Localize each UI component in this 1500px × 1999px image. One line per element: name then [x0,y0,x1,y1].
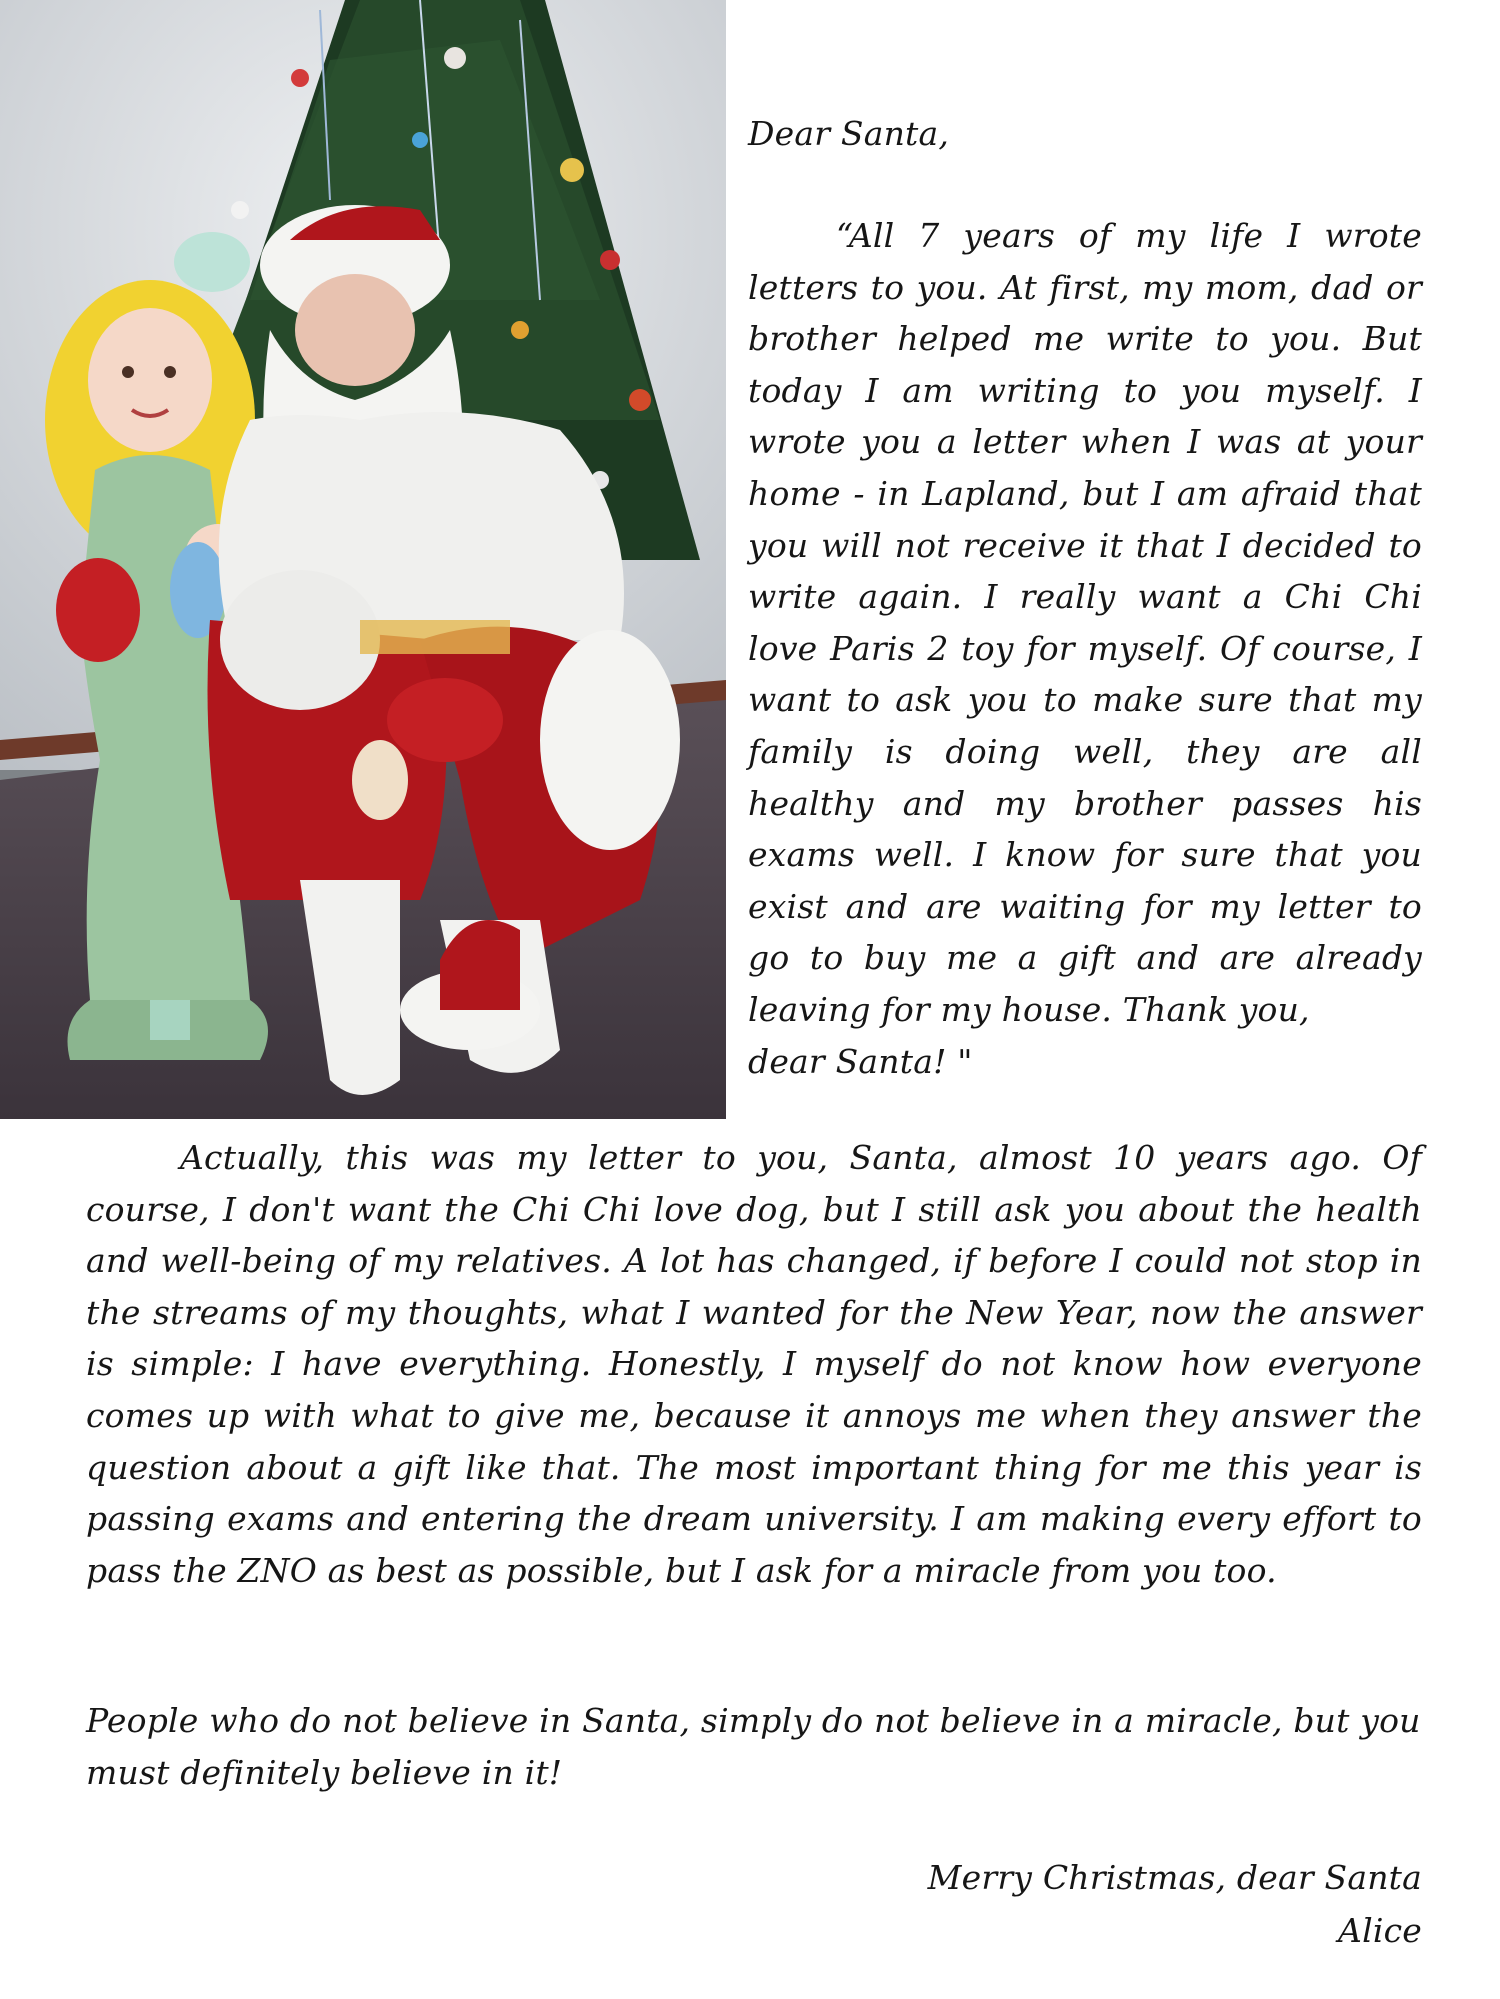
letter-signature: Alice [1338,1911,1422,1950]
letter-closing-line: Merry Christmas, dear Santa [927,1858,1422,1897]
photo-girl-with-santa [0,0,726,1119]
quoted-childhood-letter [748,210,1422,1087]
photo-illustration [0,0,726,1119]
quoted-letter-body: “All 7 years of my life I wrote letters to you. At first, my mom, dad or brother helped me write to you. But today I am writing to you myself. I wrote you a letter when I was at your home - in Lapland, but I am afraid that you will not receive it that I decided to write again. I really want a Chi Chi love Paris 2 toy for myself. Of course, I want to ask you to make sure that my family is doing well, they are all healthy and my brother passes his exams well. I know for sure that you exist and are waiting for my letter to go to buy me a gift and are already leaving for my house. Thank you, [748,216,1422,1029]
quoted-letter-end: dear Santa! " [748,1041,973,1081]
letter-main-paragraph: Actually, this was my letter to you, Santa, almost 10 years ago. Of course, I don't want the Chi Chi love dog, but I still ask you about the health and well-being of my relatives. A lot has changed, if before I could not stop in the streams of my thoughts, what I wanted for the New Year, now the answer is simple: I have everything. Honestly, I myself do not know how everyone comes up with what to give me, because it annoys me when they answer the question about a gift like that. The most important thing for me this year is passing exams and entering the dream university. I am making every effort to pass the ZNO as best as possible, but I ask for a miracle from you too. [86,1138,1422,1590]
letter-closing-paragraph: People who do not believe in Santa, simply do not believe in a miracle, but you must definitely believe in it! [86,1701,1421,1792]
letter-salutation: Dear Santa, [748,114,950,153]
